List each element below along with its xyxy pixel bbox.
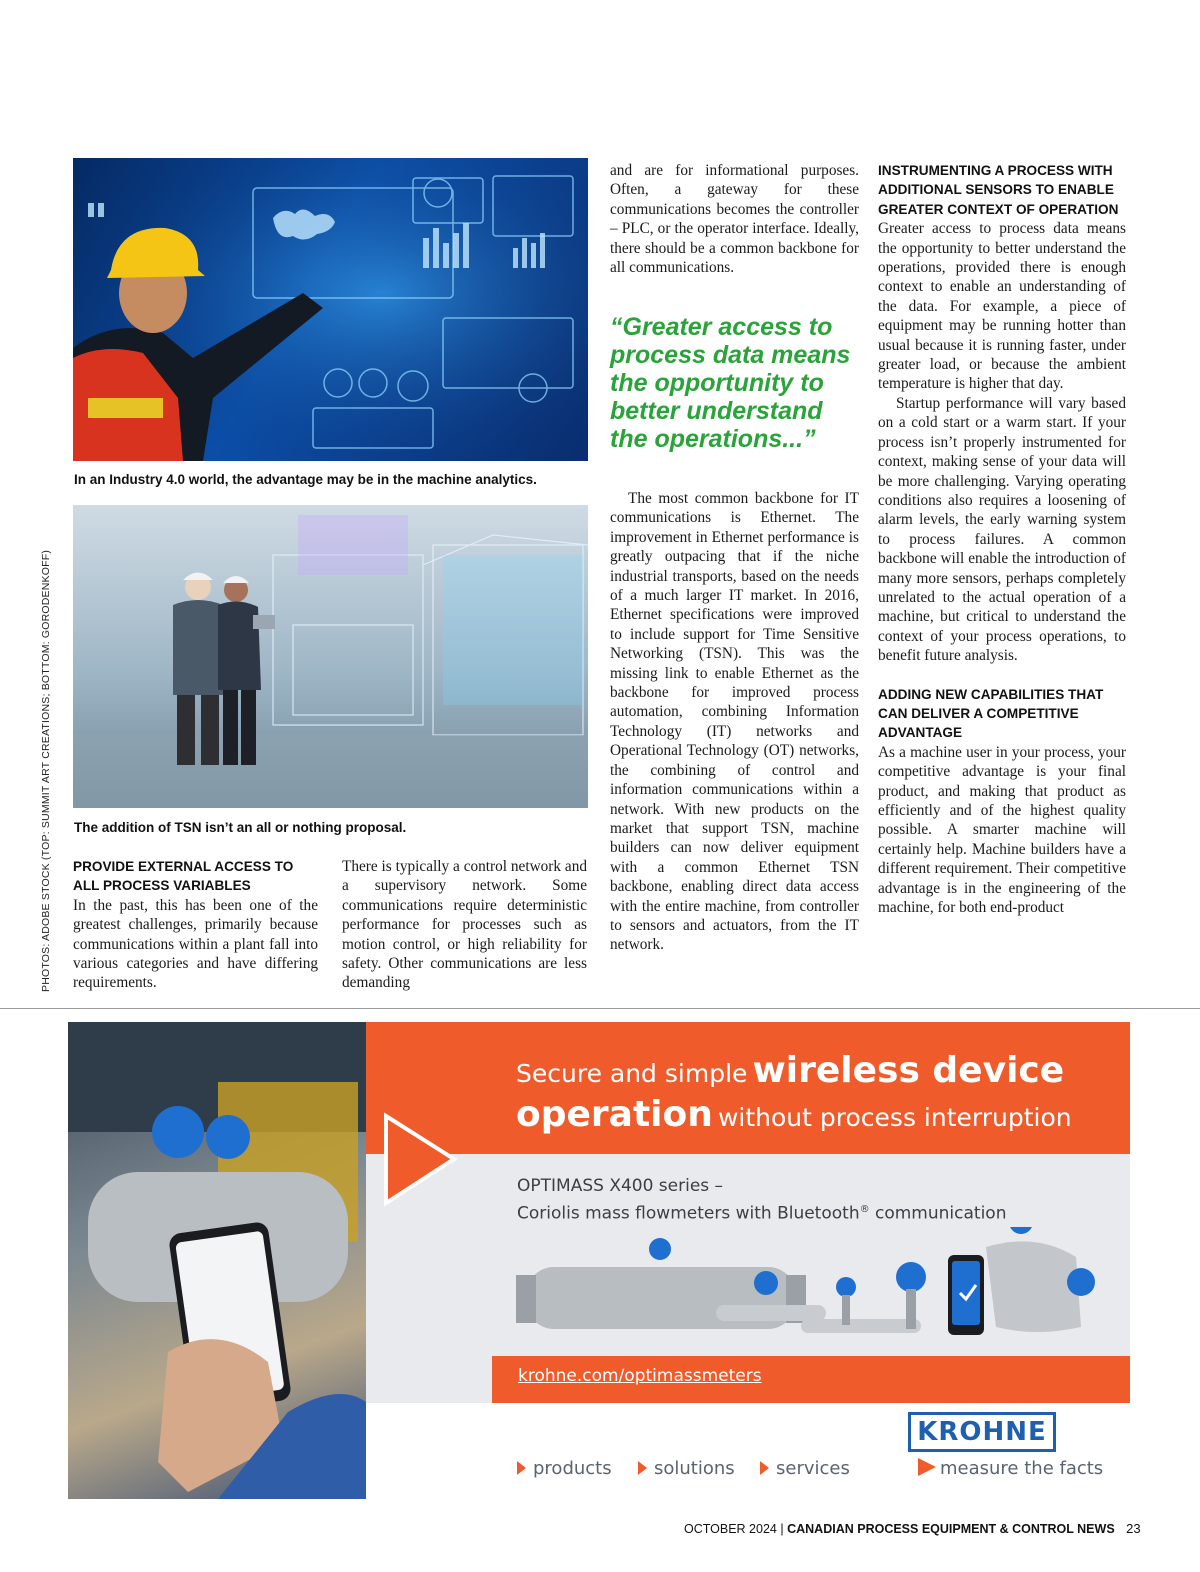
section-heading-new-capabilities: ADDING NEW CAPABILITIES THAT CAN DELIVER A COMPETITIVE ADVANTAGE xyxy=(878,686,1104,741)
photo-credit: PHOTOS: ADOBE STOCK (TOP: SUMMIT ART CREATIONS; BOTTOM: GORODENKOFF) xyxy=(40,549,52,992)
paragraph: There is typically a control network and a supervisory network. Some communications require deterministic performance for processes such as motion control, or high reliability for safety. Other communications are less demanding xyxy=(342,858,587,992)
paragraph: Greater access to process data means the opportunity to better understand the operations, provided there is enough context to enable an understanding of the data. For example, a piece of equipment may be running hotter than usual because it is running faster, under greater load, or because the ambient temperature is higher that day. xyxy=(878,220,1126,393)
section-heading-external-access: PROVIDE EXTERNAL ACCESS TO ALL PROCESS VARIABLES xyxy=(73,859,294,894)
paragraph: The most common backbone for IT communications is Ethernet. The improvement in Ethernet performance is greatly outpacing that if the niche industrial transports, based on the needs of a much larger IT market. In 2016, Ethernet specifications were improved to include support for Time Sensitive Networking (TSN). This was the missing link to enable Ethernet as the backbone for improved process automation, combining Information Technology (IT) networks and Operational Technology (OT) networks, the combining of control and information communications within a network. With new products on the market that support TSN, machine builders can now deliver equipment with a common Ethernet TSN backbone, enabling direct data access with the entire machine, from controller to sensors and actuators, from the IT network. xyxy=(610,490,859,954)
factory-engineers-image xyxy=(73,505,588,808)
issue-date: OCTOBER 2024 xyxy=(684,1522,777,1536)
krohne-arrow-icon xyxy=(918,1458,936,1476)
article-column-2 xyxy=(342,857,587,993)
article-column-3-top xyxy=(610,161,859,277)
bottom-image-caption: The addition of TSN isn’t an all or nothing proposal. xyxy=(74,820,407,835)
ad-headline-line-2: operation without process interruption xyxy=(516,1094,1072,1135)
arrow-icon xyxy=(638,1461,647,1475)
paragraph: and are for informational purposes. Often, a gateway for these communications becomes the controller – PLC, or the operator interface. Ideally, there should be a common backbone for all communications. xyxy=(610,162,859,277)
ad-slogan: measure the facts xyxy=(918,1458,1103,1479)
krohne-advertisement[interactable] xyxy=(68,1022,1130,1499)
paragraph: In the past, this has been one of the greatest challenges, primarily because communications within a plant fall into various categories and have differing requirements. xyxy=(73,896,318,992)
article-column-1 xyxy=(73,857,318,993)
ad-website-link[interactable]: krohne.com/optimassmeters xyxy=(518,1366,762,1386)
krohne-logo: KROHNE xyxy=(908,1412,1056,1452)
ad-headline-line-1: Secure and simple wireless device xyxy=(516,1050,1065,1091)
arrow-icon xyxy=(517,1461,526,1475)
flowmeter-products-illustration xyxy=(516,1227,1116,1352)
article-column-3-bottom xyxy=(610,489,859,955)
ad-nav-products[interactable]: products xyxy=(517,1458,612,1479)
play-arrow-icon xyxy=(382,1112,458,1207)
ad-nav-solutions[interactable]: solutions xyxy=(638,1458,735,1479)
divider xyxy=(0,1008,1200,1009)
ad-product-description: OPTIMASS X400 series – Coriolis mass flowmeters with Bluetooth® communication xyxy=(517,1176,1007,1224)
paragraph: Startup performance will vary based on a cold start or a warm start. If your process isn’t properly instrumented for context, making sense of your data will be more challenging. Varying operating conditions also requires a loosening of alarm levels, the early warning system to process failures. A common backbone will enable the introduction of many more sensors, perhaps completely unrelated to the actual operation of a machine, but critical to understand the context of your process operations, to benefit future analysis. xyxy=(878,394,1126,665)
publication-name: CANADIAN PROCESS EQUIPMENT & CONTROL NEWS xyxy=(787,1522,1115,1536)
ad-nav-services[interactable]: services xyxy=(760,1458,850,1479)
footer-separator: | xyxy=(780,1522,784,1536)
arrow-icon xyxy=(760,1461,769,1475)
top-image-caption: In an Industry 4.0 world, the advantage may be in the machine analytics. xyxy=(74,472,537,487)
section-heading-instrumenting: INSTRUMENTING A PROCESS WITH ADDITIONAL SENSORS TO ENABLE GREATER CONTEXT OF OPERATION xyxy=(878,163,1119,217)
article-column-4 xyxy=(878,161,1126,917)
paragraph: As a machine user in your process, your competitive advantage is your final product, and making that product as efficiently and of the highest quality possible. A smarter machine will certainly help. Machine builders have a different requirement. Their competitive advantage is in the engineering of the machine, for both end-product xyxy=(878,743,1126,917)
industry-4-image xyxy=(73,158,588,461)
page-number: 23 xyxy=(1126,1521,1141,1536)
ad-photo-phone-flowmeter xyxy=(68,1022,366,1499)
pull-quote: “Greater access to process data means the opportunity to better understand the operations...” xyxy=(610,313,851,453)
page-footer xyxy=(684,1521,1141,1536)
